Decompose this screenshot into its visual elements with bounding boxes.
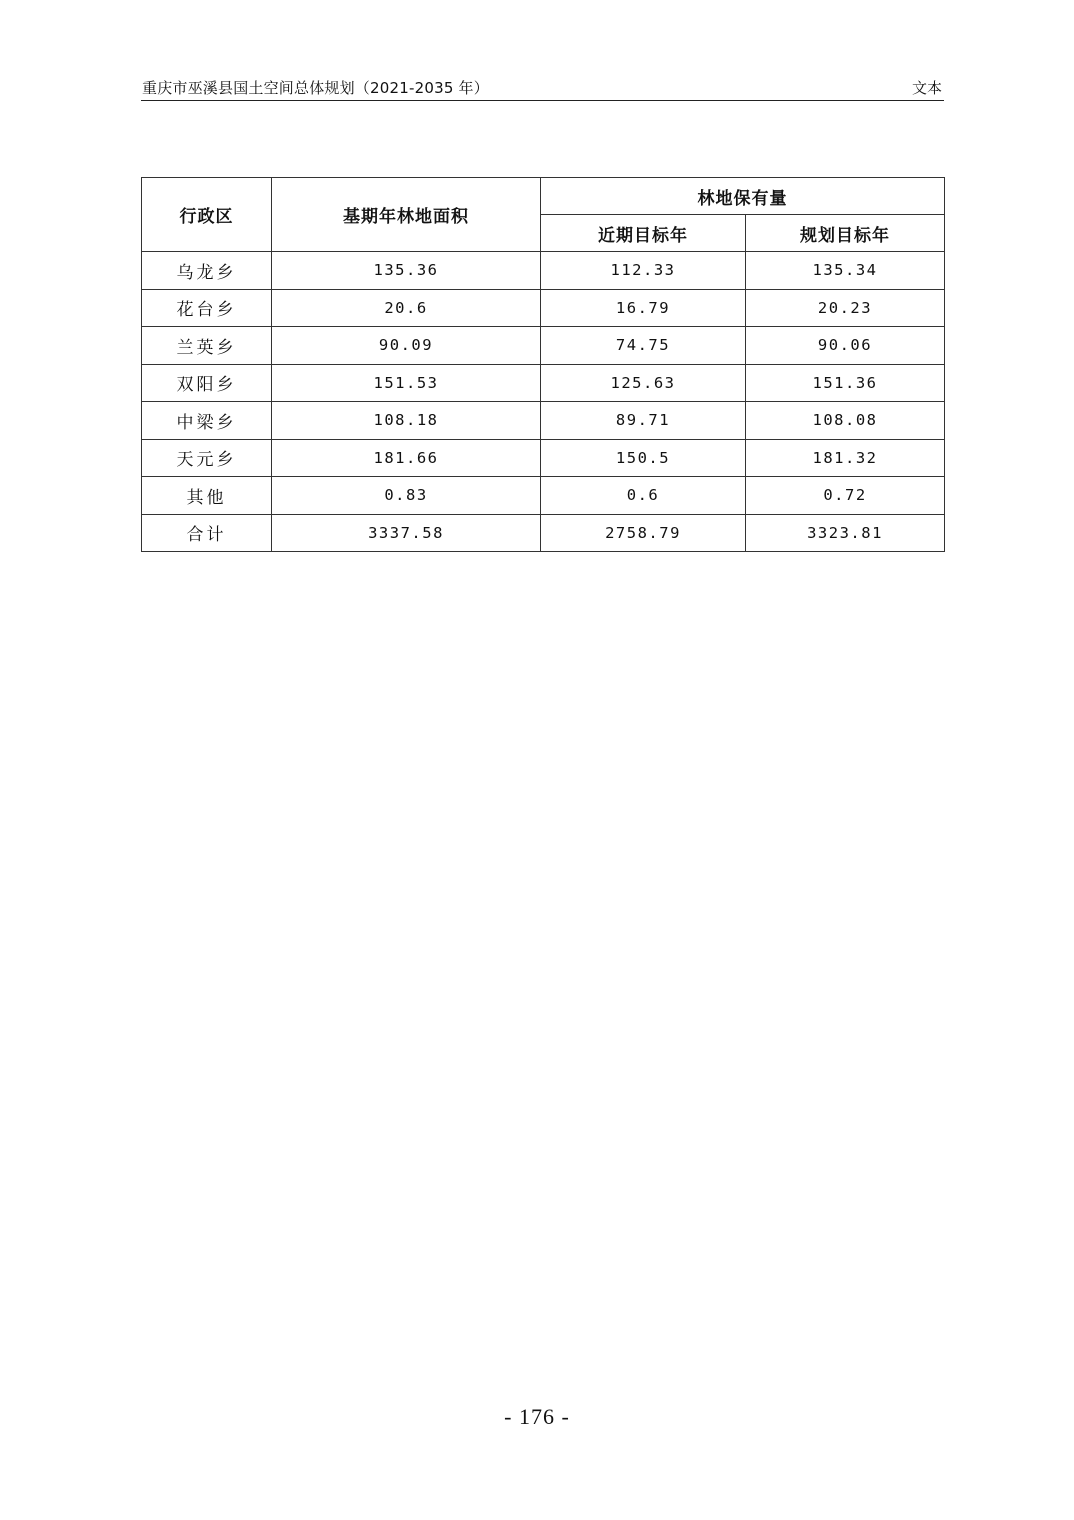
region-cell: 中梁乡 bbox=[142, 402, 272, 440]
region-cell: 花台乡 bbox=[142, 289, 272, 327]
header-plan-target: 规划目标年 bbox=[746, 215, 945, 252]
base-area-cell: 181.66 bbox=[272, 439, 541, 477]
table-header-row bbox=[142, 178, 945, 215]
table-row bbox=[142, 402, 945, 440]
plan-target-cell: 0.72 bbox=[746, 477, 945, 515]
base-area-cell: 90.09 bbox=[272, 327, 541, 365]
header-retention-group: 林地保有量 bbox=[541, 178, 945, 215]
near-target-cell: 89.71 bbox=[541, 402, 746, 440]
near-target-cell: 150.5 bbox=[541, 439, 746, 477]
region-cell: 双阳乡 bbox=[142, 364, 272, 402]
near-target-cell: 74.75 bbox=[541, 327, 746, 365]
plan-target-cell: 181.32 bbox=[746, 439, 945, 477]
plan-target-cell: 3323.81 bbox=[746, 514, 945, 552]
base-area-cell: 3337.58 bbox=[272, 514, 541, 552]
near-target-cell: 112.33 bbox=[541, 252, 746, 290]
base-area-cell: 151.53 bbox=[272, 364, 541, 402]
plan-target-cell: 20.23 bbox=[746, 289, 945, 327]
table-row bbox=[142, 364, 945, 402]
header-base-area: 基期年林地面积 bbox=[272, 178, 541, 252]
near-target-cell: 16.79 bbox=[541, 289, 746, 327]
table-row bbox=[142, 477, 945, 515]
near-target-cell: 0.6 bbox=[541, 477, 746, 515]
region-cell: 兰英乡 bbox=[142, 327, 272, 365]
document-section-label: 文本 bbox=[911, 79, 942, 97]
page-number: - 176 - bbox=[504, 1404, 570, 1429]
header-region: 行政区 bbox=[142, 178, 272, 252]
plan-target-cell: 108.08 bbox=[746, 402, 945, 440]
region-cell: 其他 bbox=[142, 477, 272, 515]
table-row bbox=[142, 327, 945, 365]
table-row bbox=[142, 252, 945, 290]
document-title: 重庆市巫溪县国土空间总体规划（2021-2035 年） bbox=[142, 79, 489, 97]
header-near-target: 近期目标年 bbox=[541, 215, 746, 252]
region-cell: 天元乡 bbox=[142, 439, 272, 477]
table-row bbox=[142, 289, 945, 327]
base-area-cell: 20.6 bbox=[272, 289, 541, 327]
near-target-cell: 2758.79 bbox=[541, 514, 746, 552]
table-row bbox=[142, 439, 945, 477]
base-area-cell: 135.36 bbox=[272, 252, 541, 290]
base-area-cell: 0.83 bbox=[272, 477, 541, 515]
table-total-row bbox=[142, 514, 945, 552]
forest-land-table bbox=[141, 177, 945, 552]
plan-target-cell: 135.34 bbox=[746, 252, 945, 290]
plan-target-cell: 90.06 bbox=[746, 327, 945, 365]
near-target-cell: 125.63 bbox=[541, 364, 746, 402]
page-header bbox=[141, 76, 944, 101]
region-cell: 合计 bbox=[142, 514, 272, 552]
region-cell: 乌龙乡 bbox=[142, 252, 272, 290]
plan-target-cell: 151.36 bbox=[746, 364, 945, 402]
base-area-cell: 108.18 bbox=[272, 402, 541, 440]
